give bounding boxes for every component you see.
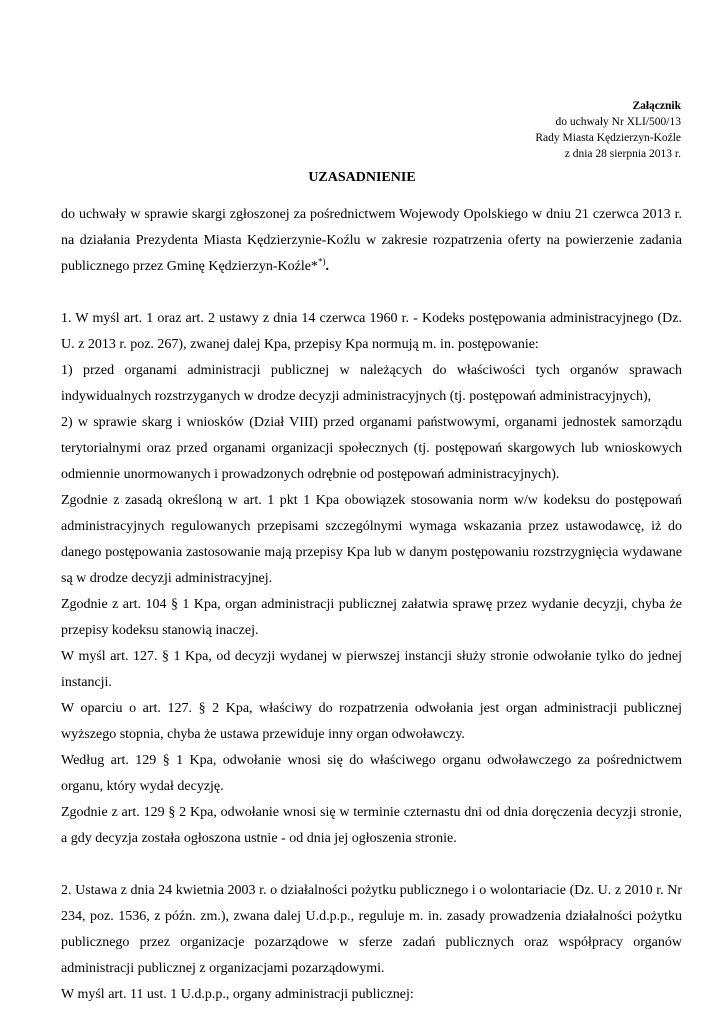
council-name: Rady Miasta Kędzierzyn-Koźle xyxy=(535,132,681,144)
document-header xyxy=(535,98,681,162)
section1-paragraph: 1) przed organami administracji publicznej w należących do właściwości tych organów sprawach indywidualnych rozstrzyganych w drodze decyzji administracyjnych (tj. postępowań administracyjnych), xyxy=(61,363,682,404)
intro-text: do uchwały w sprawie skargi zgłoszonej za pośrednictwem Wojewody Opolskiego w dniu 21 czerwca 2013 r. na działania Prezydenta Miasta Kędzierzynie-Koźlu w zakresie rozpatrzenia oferty na powierzenie zadania publicznego przez Gminę Kędzierzyn-Koźle* xyxy=(61,207,682,274)
document-body xyxy=(61,202,682,1008)
footnote-marker: *) xyxy=(317,256,326,267)
section1-paragraph: Zgodnie z art. 104 § 1 Kpa, organ administracji publicznej załatwia sprawę przez wydanie decyzji, chyba że przepisy kodeksu stanowią inaczej. xyxy=(61,597,682,638)
resolution-number: do uchwały Nr XLI/500/13 xyxy=(555,116,681,128)
section1-paragraph: 1. W myśl art. 1 oraz art. 2 ustawy z dnia 14 czerwca 1960 r. - Kodeks postępowania administracyjnego (Dz. U. z 2013 r. poz. 267), zwanej dalej Kpa, przepisy Kpa normują m. in. postępowanie: xyxy=(61,311,682,352)
section1-paragraph: 2) w sprawie skarg i wniosków (Dział VIII) przed organami państwowymi, organami jednostek samorządu terytorialnymi oraz przed organami organizacji społecznych (tj. postępowań skargowych lub wnioskowych odmiennie unormowanych i prowadzonych odrębnie od postępowań administracyjnych). xyxy=(61,415,682,482)
resolution-date: z dnia 28 sierpnia 2013 r. xyxy=(564,148,681,160)
section1-paragraph: W oparciu o art. 127. § 2 Kpa, właściwy do rozpatrzenia odwołania jest organ administracji publicznej wyższego stopnia, chyba że ustawa przewiduje inny organ odwoławczy. xyxy=(61,701,682,742)
document-title: UZASADNIENIE xyxy=(308,170,416,185)
intro-end: . xyxy=(325,259,329,274)
intro-paragraph xyxy=(61,202,682,280)
attachment-label: Załącznik xyxy=(632,100,681,112)
section1-paragraph: Zgodnie z zasadą określoną w art. 1 pkt 1 Kpa obowiązek stosowania norm w/w kodeksu do postępowań administracyjnych regulowanych przepisami szczególnymi wymaga wskazania przez ustawodawcę, iż do danego postępowania zastosowanie mają przepisy Kpa lub w danym postępowaniu rozstrzygnięcia wydawane są w drodze decyzji administracyjnej. xyxy=(61,493,682,586)
section2-paragraph: 2. Ustawa z dnia 24 kwietnia 2003 r. o działalności pożytku publicznego i o wolontariacie (Dz. U. z 2010 r. Nr 234, poz. 1536, z późn. zm.), zwana dalej U.d.p.p., reguluje m. in. zasady prowadzenia działalności pożytku publicznego przez organizacje pozarządowe w sferze zadań publicznych oraz współpracy organów administracji publicznej z organizacjami pozarządowymi. xyxy=(61,883,682,976)
section1-paragraph: W myśl art. 127. § 1 Kpa, od decyzji wydanej w pierwszej instancji służy stronie odwołanie tylko do jednej instancji. xyxy=(61,649,682,690)
section1-paragraph: Zgodnie z art. 129 § 2 Kpa, odwołanie wnosi się w terminie czternastu dni od dnia doręczenia decyzji stronie, a gdy decyzja została ogłoszona ustnie - od dnia jej ogłoszenia stronie. xyxy=(61,805,682,846)
section2-paragraph: W myśl art. 11 ust. 1 U.d.p.p., organy administracji publicznej: xyxy=(61,987,414,1002)
section1-paragraph: Według art. 129 § 1 Kpa, odwołanie wnosi się do właściwego organu odwoławczego za pośrednictwem organu, który wydał decyzję. xyxy=(61,753,682,794)
